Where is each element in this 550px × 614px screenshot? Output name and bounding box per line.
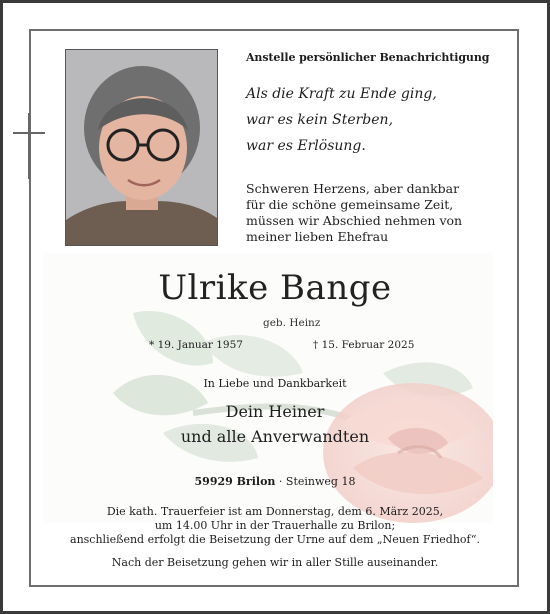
- ceremony-line: anschließend erfolgt die Beisetzung der Urne auf dem „Neuen Friedhof“.: [70, 533, 480, 546]
- birth-date: * 19. Januar 1957: [149, 339, 243, 351]
- deceased-name: Ulrike Bange: [158, 268, 392, 308]
- poem-line: war es kein Sterben,: [246, 112, 394, 128]
- death-date: † 15. Februar 2025: [313, 339, 415, 351]
- birth-name: geb. Heinz: [263, 317, 321, 329]
- address: [3, 475, 547, 488]
- ceremony-info: [3, 505, 547, 547]
- cross-icon: [11, 111, 47, 181]
- address-city: 59929 Brilon: [194, 475, 276, 488]
- intro-text: [246, 181, 462, 245]
- poem-line: Als die Kraft zu Ende ging,: [246, 86, 437, 102]
- signer-line: und alle Anverwandten: [180, 427, 370, 446]
- love-line: In Liebe und Dankbarkeit: [203, 377, 347, 390]
- portrait-photo: [65, 49, 218, 246]
- ceremony-line: um 14.00 Uhr in der Trauerhalle zu Brilon;: [154, 519, 396, 532]
- ceremony-line: Die kath. Trauerfeier ist am Donnerstag, dem 6. März 2025,: [106, 505, 444, 518]
- notice-heading: Anstelle persönlicher Benachrichtigung: [246, 51, 490, 64]
- intro-line: Schweren Herzens, aber dankbar: [246, 181, 460, 196]
- obituary-page: [3, 3, 547, 611]
- poem-line: war es Erlösung.: [246, 138, 366, 154]
- intro-line: müssen wir Abschied nehmen von: [246, 213, 463, 228]
- intro-line: meiner lieben Ehefrau: [246, 229, 389, 244]
- poem: [246, 81, 437, 159]
- signer-line: Dein Heiner: [225, 402, 325, 421]
- intro-line: für die schöne gemeinsame Zeit,: [246, 197, 454, 212]
- closing-line: Nach der Beisetzung gehen wir in aller Stille auseinander.: [111, 556, 439, 569]
- address-street: Steinweg 18: [285, 475, 356, 488]
- address-separator: ·: [275, 475, 286, 488]
- signers: [3, 399, 547, 449]
